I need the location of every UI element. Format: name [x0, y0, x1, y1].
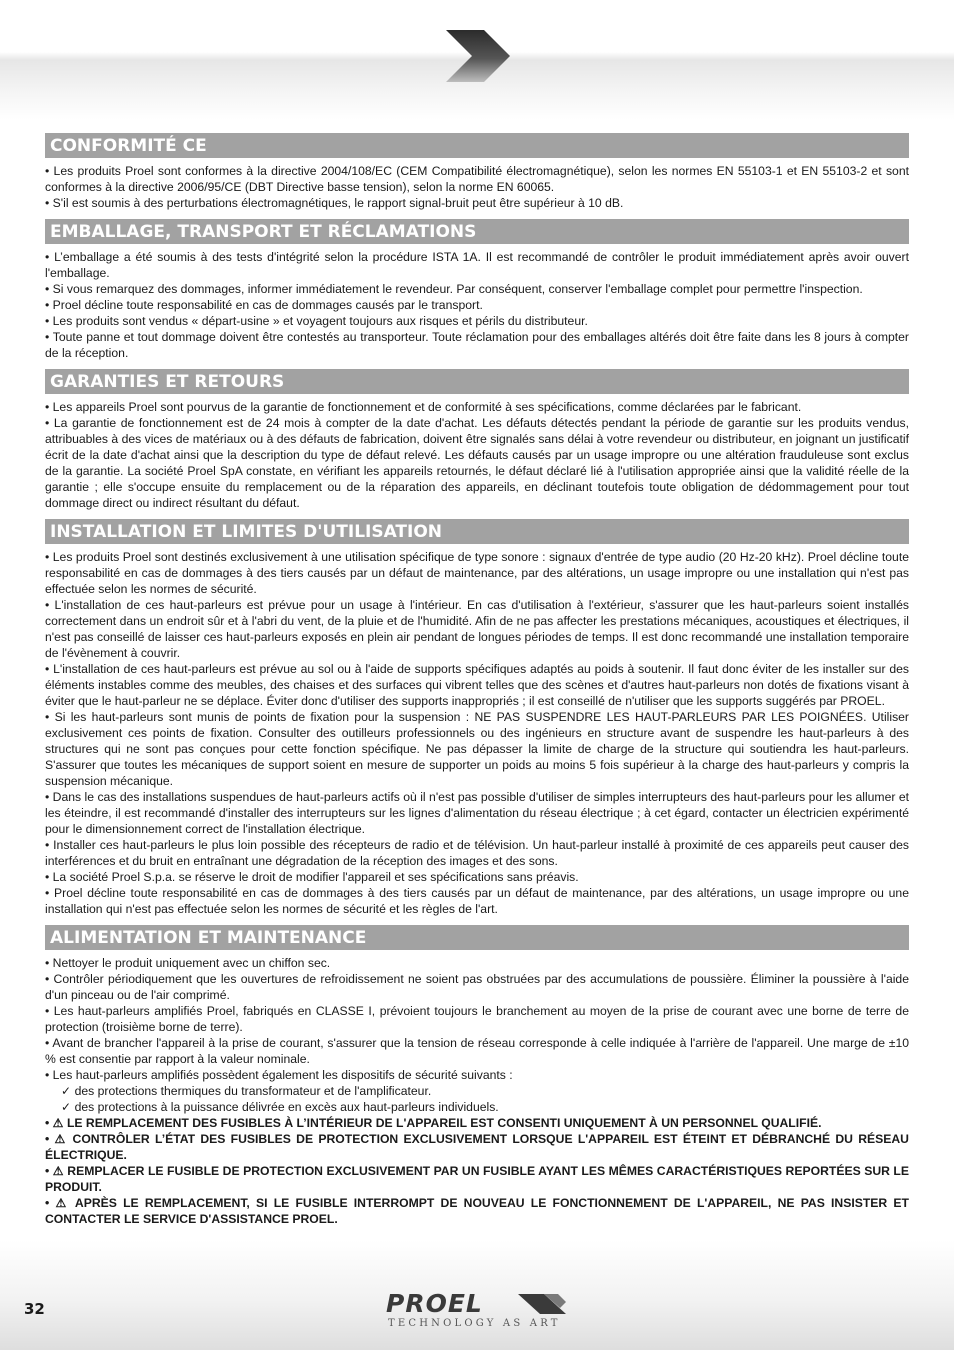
list-item: • Les appareils Proel sont pourvus de la garantie de fonctionnement et de conformité à ses spécifications, comme déclarées par le fabricant. [45, 400, 802, 414]
list-item: • Les produits Proel sont destinés exclusivement à une utilisation spécifique de type sonore : signaux d'entrée de type audio (20 Hz-20 kHz). Proel décline toute responsabilité en cas de dommages à des tiers causés par un défaut de maintenance, par des altérations, un usage impropre ou une installation qui n'est pas effectuée selon les normes de sécurité. [45, 550, 909, 596]
section-title: GARANTIES ET RETOURS [45, 369, 909, 394]
warning-item: • ⚠ REMPLACER LE FUSIBLE DE PROTECTION EXCLUSIVEMENT PAR UN FUSIBLE AYANT LES MÊMES CARACTÉRISTIQUES REPORTÉES SUR LE PRODUIT. [45, 1164, 909, 1194]
logo-wordmark: PROEL [386, 1289, 483, 1318]
check-item: ✓ des protections thermiques du transformateur et de l'amplificateur. [61, 1084, 432, 1098]
page-number: 32 [24, 1300, 45, 1318]
section-alimentation [45, 925, 909, 1227]
logo-tagline: TECHNOLOGY AS ART [388, 1318, 561, 1329]
list-item: • Si les haut-parleurs sont munis de points de fixation pour la suspension : NE PAS SUSPENDRE LES HAUT-PARLEURS PAR LES POIGNÉES. Utiliser exclusivement ces points de fixation. Consulter des outilleurs professionnels ou des ingénieurs en structure avant de suspendre les haut-parleurs à des structures qui ne sont pas conçues pour cette fonction spécifique. Ne pas dépasser la limite de charge de la structure qui soutiendra les haut-parleurs. S'assurer que toutes les mécaniques de support soient en mesure de supporter un poids au moins 5 fois supérieur à la charge des haut-parleurs y compris la suspension mécanique. [45, 710, 909, 788]
list-item: • Les produits sont vendus « départ-usine » et voyagent toujours aux risques et périls du distributeur. [45, 314, 588, 328]
list-item: • Installer ces haut-parleurs le plus loin possible des récepteurs de radio et de télévision. Un haut-parleur installé à proximité de ces appareils peut causer des interférences et du bruit en entraînant une dégradation de la réception des images et des sons. [45, 838, 909, 868]
list-item: • Les produits Proel sont conformes à la directive 2004/108/EC (CEM Compatibilité électromagnétique), selon les normes EN 55103-1 et EN 55103-2 et sont conformes à la directive 2006/95/CE (DBT Directive basse tension), selon la norme EN 60065. [45, 164, 909, 194]
section-garanties [45, 369, 909, 511]
section-title: EMBALLAGE, TRANSPORT ET RÉCLAMATIONS [45, 219, 909, 244]
list-item: • Nettoyer le produit uniquement avec un chiffon sec. [45, 956, 331, 970]
warning-item: • ⚠ CONTRÔLER L’ÉTAT DES FUSIBLES DE PROTECTION EXCLUSIVEMENT LORSQUE L'APPAREIL EST ÉTEINT ET DÉBRANCHÉ DU RÉSEAU ÉLECTRIQUE. [45, 1132, 909, 1162]
list-item: • Les haut-parleurs amplifiés Proel, fabriqués en CLASSE I, prévoient toujours le branchement au moyen de la prise de courant avec une borne de terre de protection (troisième borne de terre). [45, 1004, 909, 1034]
warning-item: • ⚠ APRÈS LE REMPLACEMENT, SI LE FUSIBLE INTERROMPT DE NOUVEAU LE FONCTIONNEMENT DE L'APPAREIL, NE PAS INSISTER ET CONTACTER LE SERVICE D'ASSISTANCE PROEL. [45, 1196, 909, 1226]
section-title: INSTALLATION ET LIMITES D'UTILISATION [45, 519, 909, 544]
document-body [45, 133, 909, 1235]
check-item: ✓ des protections à la puissance délivrée en excès aux haut-parleurs individuels. [61, 1100, 499, 1114]
list-item: • Proel décline toute responsabilité en cas de dommages à des tiers causés par un défaut de maintenance, par des altérations, un usage impropre ou une installation qui n'est pas effectuée selon les normes de sécurité et les règles de l'art. [45, 886, 909, 916]
list-item: • Proel décline toute responsabilité en cas de dommages causés par le transport. [45, 298, 483, 312]
list-item: • Dans le cas des installations suspendues de haut-parleurs actifs où il n'est pas possible d'utiliser de simples interrupteurs des haut-parleurs pour les allumer et les éteindre, il est recommandé d'installer des interrupteurs sur les lignes d'alimentation du réseau électrique ; à cet égard, contacter un électricien expérimenté pour le dimensionnement correct de l'installation électrique. [45, 790, 909, 836]
proel-logo-mark [518, 1294, 568, 1316]
list-item: • L’emballage a été soumis à des tests d'intégrité selon la procédure ISTA 1A. Il est recommandé de contrôler le produit immédiatement après avoir ouvert l'emballage. [45, 250, 909, 280]
warning-item: • ⚠ LE REMPLACEMENT DES FUSIBLES À L’INTÉRIEUR DE L'APPAREIL EST CONSENTI UNIQUEMENT À UN PERSONNEL QUALIFIÉ. [45, 1116, 822, 1130]
list-item: • L'installation de ces haut-parleurs est prévue pour un usage à l'intérieur. En cas d'utilisation à l'extérieur, s'assurer que les haut-parleurs soient installés correctement dans un endroit sûr et à l'abri du vent, de la pluie et de l'humidité. Afin de ne pas affecter les prestations mécaniques, acoustiques et électriques, il n'est pas conseillé de laisser ces haut-parleurs exposés en plein air pendant de longues périodes de temps. Il est donc recommandé une installation temporaire de l'évènement à couvrir. [45, 598, 909, 660]
list-item: • S'il est soumis à des perturbations électromagnétiques, le rapport signal-bruit peut être supérieur à 10 dB. [45, 196, 624, 210]
list-item: • Avant de brancher l'appareil à la prise de courant, s'assurer que la tension de réseau corresponde à celle indiquée à l'arrière de l'appareil. Une marge de ±10 % est consentie par rapport à la valeur nominale. [45, 1036, 909, 1066]
proel-logo [386, 1290, 570, 1334]
section-conformite [45, 133, 909, 211]
list-item: • Si vous remarquez des dommages, informer immédiatement le revendeur. Par conséquent, conserver l'emballage complet pour permettre l'inspection. [45, 282, 863, 296]
section-title: ALIMENTATION ET MAINTENANCE [45, 925, 909, 950]
list-item: • L'installation de ces haut-parleurs est prévue au sol ou à l'aide de supports spécifiques adaptés au poids à soutenir. Il faut donc éviter de les installer sur des éléments instables comme des meubles, des chaises et des surfaces qui vibrent telles que des scènes et d'autres haut-parleurs non dotés de fixations visant à éviter que le haut-parleur ne se déplace. Éviter donc d'utiliser des supports inappropriés ; il est conseillé de n'utiliser que les supports suggérés par PROEL. [45, 662, 909, 708]
list-item: • Les haut-parleurs amplifiés possèdent également les dispositifs de sécurité suivants : [45, 1068, 513, 1082]
list-item: • Toute panne et tout dommage doivent être contestés au transporteur. Toute réclamation pour des emballages altérés doit être faite dans les 8 jours à compter de la réception. [45, 330, 909, 360]
list-item: • Contrôler périodiquement que les ouvertures de refroidissement ne soient pas obstruées par des accumulations de poussière. Éliminer la poussière à l'aide d'un pinceau ou de l'air comprimé. [45, 972, 909, 1002]
list-item: • La société Proel S.p.a. se réserve le droit de modifier l'appareil et ses spécifications sans préavis. [45, 870, 579, 884]
section-emballage [45, 219, 909, 361]
section-title: CONFORMITÉ CE [45, 133, 909, 158]
section-installation [45, 519, 909, 917]
chevron-right-icon [444, 28, 512, 84]
list-item: • La garantie de fonctionnement est de 24 mois à compter de la date d'achat. Les défauts détectés pendant la période de garantie sur les produits vendus, attribuables à des vices de matériaux ou à des défauts de fabrication, doivent être signalés sans délai à votre revendeur ou distributeur, en joignant un justificatif écrit de la date d'achat ainsi que la description du type de défaut relevé. Les défauts causés par un usage impropre ou une altération frauduleuse sont exclus de la garantie. La société Proel SpA constate, en vérifiant les appareils retournés, le défaut déclaré lié à l'utilisation appropriée ainsi que la validité réelle de la garantie ; elle s'occupe ensuite du remplacement ou de la réparation des appareils, en déclinant toutefois toute obligation de dédommagement pour tout dommage direct ou indirect résultant du défaut. [45, 416, 909, 510]
